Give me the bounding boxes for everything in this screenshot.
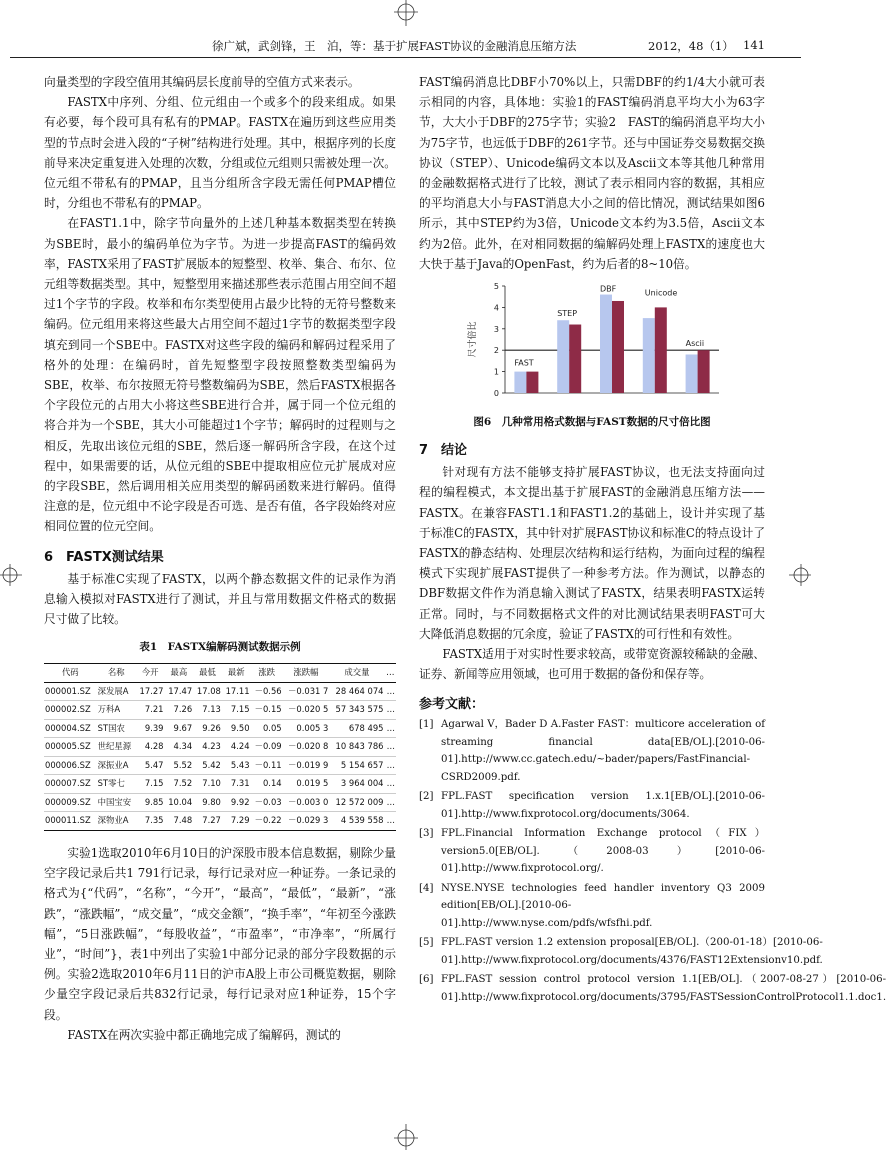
table-cell: 000005.SZ <box>44 738 97 757</box>
registration-mark-left <box>0 562 24 588</box>
y-tick-label: 1 <box>493 367 499 377</box>
table-header-cell: 今开 <box>136 664 165 683</box>
table-cell: 3 964 004 <box>329 775 384 794</box>
table-row <box>44 812 396 831</box>
table-cell: －0.003 0 <box>283 793 330 812</box>
bar-category-label: Unicode <box>644 288 678 298</box>
table-cell: 7.10 <box>193 775 222 794</box>
paragraph: 实验1选取2010年6月10日的沪深股市股本信息数据，剔除少量空字段记录后共1 791行记录，每行记录对应一种证券。一条记录的格式为{“代码”，“名称”，“今开”，“最高”，“最低”，“最新”，“涨跌”，“涨跌幅”，“成交量”，“成交金额”，“换手率”，“年初至今涨跌幅”，“5日涨跌幅”，“每股收益”，“市盈率”，“市净率”，“所属行业”，“时间”}，表1中列出了实验1中部分记录的部分字段数据的示例。实验2选取2010年6月11日的沪市A股上市公司概览数据，剔除少量空字段记录后共832行记录，每行记录对应1种证券，15个字段。 <box>44 845 396 1022</box>
table-row <box>44 701 396 720</box>
table-cell: … <box>385 738 397 757</box>
table-cell: … <box>385 701 397 720</box>
table-header-cell: 最高 <box>165 664 194 683</box>
table-cell: 9.85 <box>136 793 165 812</box>
reference-number: [5] <box>419 937 434 949</box>
bar-category-label: Ascii <box>685 339 705 349</box>
table-cell: 9.39 <box>136 719 165 738</box>
table-cell: －0.019 9 <box>283 756 330 775</box>
figure-6-bar-chart <box>419 280 765 408</box>
table-cell: 000002.SZ <box>44 701 97 720</box>
reference-number: [2] <box>419 791 434 803</box>
table-cell: ST国农 <box>97 719 136 738</box>
table-cell: 9.80 <box>193 793 222 812</box>
table-cell: … <box>385 682 397 701</box>
reference-item <box>419 716 765 786</box>
table-cell: 万科A <box>97 701 136 720</box>
section-heading: 6 FASTX测试结果 <box>44 549 164 565</box>
left-column <box>44 72 396 1045</box>
registration-mark-right <box>787 562 811 588</box>
paragraph: 向量类型的字段空值用其编码层长度前导的空值方式来表示。 <box>44 75 360 89</box>
bar <box>526 372 538 393</box>
paragraph: FAST编码消息比DBF小70%以上，只需DBF的约1/4大小就可表示相同的内容，具体地：实验1的FAST编码消息平均大小为63字节，大大小于DBF的275字节；实验2 FAST的编码消息平均大小为75字节，也远低于DBF的261字节。还与中国证券交易数据交换协议（STEP）、Unicode编码文本以及Ascii文本等其他几种常用的金融数据格式进行了比较，测试了表示相同内容的数据，其相应的平均消息大小与FAST消息大小之间的倍比情况，测试结果如图6所示，其中STEP约为3倍，Unicode文本约为3.5倍，Ascii文本约为2倍。此外，在对相同数据的编解码处理上FASTX的速度也大大快于基于Java的OpenFast，约为后者的8~10倍。 <box>419 75 765 271</box>
reference-number: [1] <box>419 719 434 731</box>
table-cell: … <box>385 812 397 831</box>
section-heading: 7 结论 <box>419 443 468 459</box>
table-cell: 57 343 575 <box>329 701 384 720</box>
table-cell: 000009.SZ <box>44 793 97 812</box>
table-header-cell: 名称 <box>97 664 136 683</box>
reference-number: [3] <box>419 828 434 840</box>
table-cell: 7.15 <box>136 775 165 794</box>
bar-category-label: DBF <box>600 284 617 294</box>
table-cell: 17.27 <box>136 682 165 701</box>
running-header <box>0 36 811 58</box>
table-row <box>44 775 396 794</box>
table-cell: 000001.SZ <box>44 682 97 701</box>
table-cell: 7.27 <box>193 812 222 831</box>
y-tick-label: 2 <box>493 346 499 356</box>
registration-mark-bottom <box>392 1124 420 1150</box>
table-cell: 0.05 <box>251 719 283 738</box>
table-cell: 17.11 <box>222 682 251 701</box>
table-cell: －0.03 <box>251 793 283 812</box>
table-cell: 4.34 <box>165 738 194 757</box>
reference-text: FPL.FAST specification version 1.x.1[EB/OL].[2010-06-01].http://www.fixprotocol.org/documents/3064. <box>441 791 765 820</box>
header-rule <box>10 57 801 58</box>
table-cell: 5 154 657 <box>329 756 384 775</box>
table-row <box>44 793 396 812</box>
paragraph: 在FAST1.1中，除字节向量外的上述几种基本数据类型在转换为SBE时，最小的编码单位为字节。为进一步提高FAST的编码效率，FASTX采用了FAST扩展版本的短整型、枚举、集合、布尔、位元组等数据类型。其中，短整型用来描述那些表示范围占用空间不超过1个字节的字段。枚举和布尔类型使用占最少比特的无符号整数来编码。位元组用来将这些最大占用空间不超过1字节的数据类型字段填充到同一个SBE中。FASTX对这些字段的编码和解码过程采用了格外的处理：在编码时，首先短整型字段按照整数类型编码为SBE，枚举、布尔按照无符号整数编码为SBE，然后FASTX根据各个字段位元的占用大小将这些SBE进行合并，属于同一个位元组的将合并为一个SBE，其大小可能超过1个字节；解码时的过程则与之相反，先取出该位元组的SBE，然后逐一解码所含字段，在这个过程中，如果需要的话，从位元组的SBE中提取相应位元扩展成对应的字段SBE，然后调用相关应用类型的解码函数来进行解码。值得注意的是，位元组中不论字段是否可选、是否有值，各字段始终对应相同位置的位元空间。 <box>44 216 396 534</box>
table-cell: 世纪星源 <box>97 738 136 757</box>
registration-mark-top <box>392 0 420 28</box>
y-tick-label: 5 <box>493 282 499 292</box>
reference-item <box>419 825 765 878</box>
reference-number: [6] <box>419 974 434 986</box>
table-cell: 0.14 <box>251 775 283 794</box>
table-cell: 7.26 <box>165 701 194 720</box>
table-cell: 9.26 <box>193 719 222 738</box>
table-cell: 9.67 <box>165 719 194 738</box>
table-cell: 5.42 <box>193 756 222 775</box>
table-header-cell: 涨跌幅 <box>283 664 330 683</box>
header-authors-title: 徐广斌，武剑锋，王 泊，等：基于扩展FAST协议的金融消息压缩方法 <box>212 39 577 53</box>
table-header-cell: … <box>385 664 397 683</box>
bar-category-label: FAST <box>514 358 534 368</box>
table-cell: 17.47 <box>165 682 194 701</box>
table-cell: 7.21 <box>136 701 165 720</box>
table-row <box>44 756 396 775</box>
reference-text: FPL.FAST version 1.2 extension proposal[EB/OL].（200-01-18）[2010-06-01].http://www.fixprotocol.org/documents/4376/FAST12Extensionv10.pdf. <box>441 937 823 966</box>
table-cell: －0.22 <box>251 812 283 831</box>
table-cell: 17.08 <box>193 682 222 701</box>
table-header-cell: 涨跌 <box>251 664 283 683</box>
table-cell: 5.47 <box>136 756 165 775</box>
y-tick-label: 4 <box>493 303 499 313</box>
reference-number: [4] <box>419 882 434 894</box>
reference-text: Agarwal V，Bader D A.Faster FAST：multicore acceleration of streaming financial data[EB/OL].[2010-06-01].http://www.cc.gatech.edu/~bader/papers/FastFinancial-CSRD2009.pdf. <box>441 719 765 783</box>
table-cell: 000011.SZ <box>44 812 97 831</box>
table-cell: … <box>385 756 397 775</box>
table-cell: 深物业A <box>97 812 136 831</box>
table-cell: －0.029 3 <box>283 812 330 831</box>
data-table <box>44 663 396 831</box>
bar <box>643 318 655 393</box>
table-cell: 深振业A <box>97 756 136 775</box>
bar <box>557 320 569 393</box>
table-cell: 28 464 074 <box>329 682 384 701</box>
table-cell: 7.15 <box>222 701 251 720</box>
table-cell: －0.56 <box>251 682 283 701</box>
table-cell: 7.48 <box>165 812 194 831</box>
right-column <box>419 72 886 1008</box>
table-cell: 7.13 <box>193 701 222 720</box>
table-cell: 7.31 <box>222 775 251 794</box>
y-axis-label: 尺寸倍比 <box>468 321 478 358</box>
bar <box>514 372 526 393</box>
table-cell: 000004.SZ <box>44 719 97 738</box>
table-cell: －0.020 5 <box>283 701 330 720</box>
bar-category-label: STEP <box>557 309 578 319</box>
reference-item <box>419 934 823 969</box>
table-header-cell: 成交量 <box>329 664 384 683</box>
paragraph: FASTX适用于对实时性要求较高，或带宽资源较稀缺的金融、证券、新闻等应用领域，也可用于数据的备份和保存等。 <box>419 647 765 682</box>
table-cell: －0.031 7 <box>283 682 330 701</box>
table-cell: … <box>385 775 397 794</box>
y-tick-label: 0 <box>493 389 499 399</box>
table-cell: －0.09 <box>251 738 283 757</box>
table-cell: 深发展A <box>97 682 136 701</box>
table-cell: 7.52 <box>165 775 194 794</box>
table-cell: 0.005 3 <box>283 719 330 738</box>
table-cell: 5.43 <box>222 756 251 775</box>
reference-text: FPL.FAST session control protocol version 1.1[EB/OL].（2007-08-27）[2010-06-01].http://www.fixprotocol.org/documents/3795/FASTSessionControlProtocol1.1.doc1. <box>441 974 886 1003</box>
table-cell: 5.52 <box>165 756 194 775</box>
paragraph: FASTX中序列、分组、位元组由一个或多个的段来组成。如果有必要，每个段可具有私有的PMAP。FASTX在遍历到这些应用类型的节点时会进入段的“子树”结构进行处理。其中，根据序列的长度前导来决定重复进入处理的次数，分组或位元组则只需被处理一次。位元组不带私有的PMAP，且当分组所含字段无需任何PMAP槽位时，分组也不带私有的PMAP。 <box>44 95 396 211</box>
table-cell: 678 495 <box>329 719 384 738</box>
table-cell: 12 572 009 <box>329 793 384 812</box>
reference-text: NYSE.NYSE technologies feed handler inventory Q3 2009 edition[EB/OL].[2010-06-01].http://www.nyse.com/pdfs/wfsfhi.pdf. <box>441 882 765 929</box>
table-row <box>44 719 396 738</box>
table-header-cell: 最低 <box>193 664 222 683</box>
table-cell: 4.24 <box>222 738 251 757</box>
table-cell: 中国宝安 <box>97 793 136 812</box>
table-cell: 4.28 <box>136 738 165 757</box>
reference-text: FPL.Financial Information Exchange protocol（FIX）version5.0[EB/OL].（2008-03）[2010-06-01].http://www.fixprotocol.org/. <box>441 828 765 875</box>
table-cell: －0.020 8 <box>283 738 330 757</box>
table-cell: 10 843 786 <box>329 738 384 757</box>
bar <box>686 355 698 394</box>
table-cell: … <box>385 793 397 812</box>
table-cell: 0.019 5 <box>283 775 330 794</box>
bar <box>600 295 612 393</box>
table-cell: 4.23 <box>193 738 222 757</box>
table-cell: 000007.SZ <box>44 775 97 794</box>
table-cell: 7.35 <box>136 812 165 831</box>
table-cell: ST零七 <box>97 775 136 794</box>
reference-list <box>419 716 886 1006</box>
reference-item <box>419 880 765 933</box>
bar <box>698 350 710 393</box>
table-header-cell: 最新 <box>222 664 251 683</box>
bar <box>612 301 624 393</box>
table-cell: 10.04 <box>165 793 194 812</box>
reference-item <box>419 788 765 823</box>
table-cell: 9.50 <box>222 719 251 738</box>
table-cell: … <box>385 719 397 738</box>
table-cell: 9.92 <box>222 793 251 812</box>
table-row <box>44 738 396 757</box>
references-heading: 参考文献： <box>419 697 485 713</box>
table-cell: 4 539 558 <box>329 812 384 831</box>
table-row <box>44 682 396 701</box>
table-caption: 表1 FASTX编解码测试数据示例 <box>139 641 301 654</box>
table-header-row <box>44 664 396 683</box>
table-cell: 7.29 <box>222 812 251 831</box>
reference-item <box>419 971 886 1006</box>
figure-caption: 图6 几种常用格式数据与FAST数据的尺寸倍比图 <box>473 416 711 429</box>
paragraph: 针对现有方法不能够支持扩展FAST协议，也无法支持面向过程的编程模式，本文提出基于扩展FAST的金融消息压缩方法——FASTX。在兼容FAST1.1和FAST1.2的基础上，设计并实现了基于标准C的FASTX，其中针对扩展FAST协议和标准C的特点设计了FASTX的静态结构、处理层次结构和运行结构，为面向过程的编程模式下实现扩展FAST提供了一种参考方法。作为测试，以静态的DBF数据文件作为消息输入测试了FASTX，结果表明FASTX运转正常。同时，与不同数据格式文件的对比测试结果表明FAST可大大降低消息数据的冗余度，验证了FASTX的可行性和有效性。 <box>419 465 766 641</box>
table-cell: －0.15 <box>251 701 283 720</box>
table-cell: 000006.SZ <box>44 756 97 775</box>
table-cell: －0.11 <box>251 756 283 775</box>
y-tick-label: 3 <box>493 324 499 334</box>
header-journal: 2012，48（1） <box>648 39 734 53</box>
header-page-number: 141 <box>743 38 765 52</box>
bar <box>569 325 581 393</box>
paragraph: FASTX在两次实验中都正确地完成了编解码，测试的 <box>67 1027 341 1042</box>
bar <box>655 307 667 393</box>
paragraph: 基于标准C实现了FASTX，以两个静态数据文件的记录作为消息输入模拟对FASTX进行了测试，并且与常用数据文件格式的数据尺寸做了比较。 <box>44 571 396 627</box>
table-header-cell: 代码 <box>44 664 97 683</box>
